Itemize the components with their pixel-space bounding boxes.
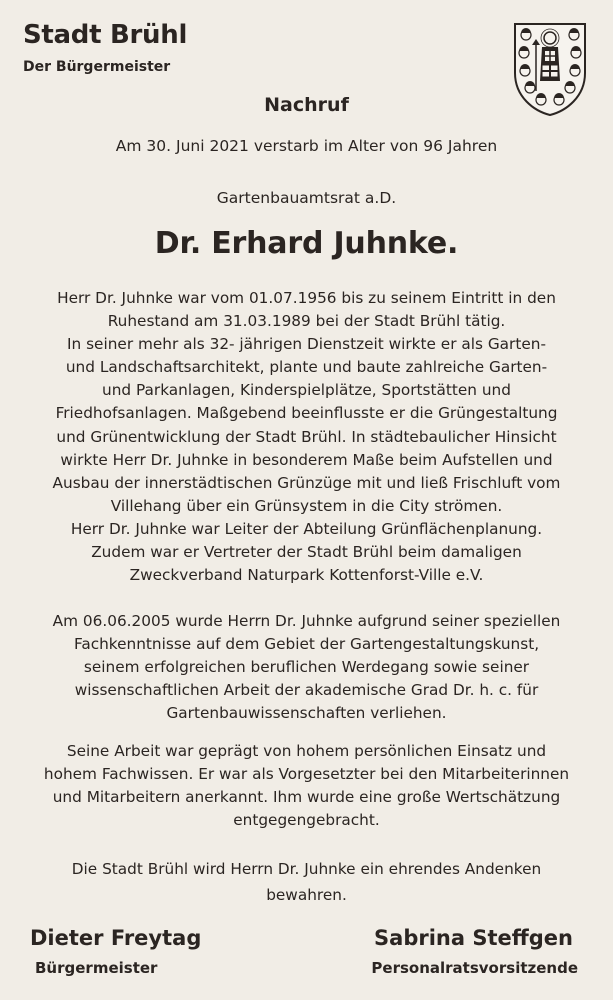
paragraph-line: Herr Dr. Juhnke war vom 01.07.1956 bis zu seinem Eintritt in den bbox=[57, 289, 556, 307]
paragraph-line: und Landschaftsarchitekt, plante und baute zahlreiche Garten- bbox=[65, 358, 548, 377]
signatory-role-mayor: Bürgermeister bbox=[35, 959, 158, 977]
paragraph-line: Zweckverband Naturpark Kottenforst-Ville e.V. bbox=[129, 566, 484, 585]
paragraph-line: und Mitarbeitern anerkannt. Ihm wurde eine große Wertschätzung bbox=[52, 788, 561, 807]
paragraph-line: bewahren. bbox=[266, 886, 347, 904]
paragraph-line: Zudem war er Vertreter der Stadt Brühl beim damaligen bbox=[91, 543, 522, 562]
paragraph-line: und Grünentwicklung der Stadt Brühl. In städtebaulicher Hinsicht bbox=[56, 427, 557, 446]
deceased-name: Dr. Erhard Juhnke. bbox=[154, 226, 459, 261]
paragraph-honorary-degree bbox=[18, 610, 595, 725]
deceased-title: Gartenbauamtsrat a.D. bbox=[216, 189, 397, 207]
paragraph-career bbox=[18, 287, 595, 587]
org-title: Stadt Brühl bbox=[23, 20, 188, 50]
paragraph-line: Die Stadt Brühl wird Herrn Dr. Juhnke ein ehrendes Andenken bbox=[71, 860, 542, 878]
paragraph-line: wissenschaftlichen Arbeit der akademische Grad Dr. h. c. für bbox=[74, 681, 539, 700]
paragraph-line: Ausbau der innerstädtischen Grünzüge mit und ließ Frischluft vom bbox=[52, 473, 561, 492]
paragraph-line: Gartenbauwissenschaften verliehen. bbox=[166, 704, 447, 723]
paragraph-line: Am 06.06.2005 wurde Herrn Dr. Juhnke aufgrund seiner speziellen bbox=[52, 612, 561, 630]
signatory-name-council: Sabrina Steffgen bbox=[374, 926, 573, 950]
paragraph-line: und Parkanlagen, Kinderspielplätze, Sportstätten und bbox=[102, 381, 511, 400]
paragraph-appreciation bbox=[18, 740, 595, 832]
paragraph-line: Villehang über ein Grünsystem in die City strömen. bbox=[110, 496, 503, 515]
paragraph-line: hohem Fachwissen. Er war als Vorgesetzter bei den Mitarbeiterinnen bbox=[43, 765, 570, 784]
paragraph-closing bbox=[18, 856, 595, 908]
paragraph-line: Fachkenntnisse auf dem Gebiet der Gartengestaltungskunst, bbox=[73, 635, 540, 654]
notice-intro: Am 30. Juni 2021 verstarb im Alter von 96 Jahren bbox=[115, 137, 498, 155]
paragraph-line: Seine Arbeit war geprägt von hohem persönlichen Einsatz und bbox=[66, 742, 547, 760]
org-subtitle: Der Bürgermeister bbox=[23, 59, 171, 75]
paragraph-line: seinem erfolgreichen beruflichen Werdegang sowie seiner bbox=[83, 658, 530, 677]
signatory-name-mayor: Dieter Freytag bbox=[30, 926, 202, 950]
paragraph-line: Herr Dr. Juhnke war Leiter der Abteilung Grünflächenplanung. bbox=[70, 519, 543, 538]
paragraph-line: entgegengebracht. bbox=[233, 811, 380, 830]
signatory-role-council: Personalratsvorsitzende bbox=[371, 959, 578, 977]
paragraph-line: wirkte Herr Dr. Juhnke in besonderem Maße beim Aufstellen und bbox=[60, 450, 553, 469]
paragraph-line: Friedhofsanlagen. Maßgebend beeinflusste er die Grüngestaltung bbox=[55, 404, 558, 423]
paragraph-line: In seiner mehr als 32- jährigen Dienstzeit wirkte er als Garten- bbox=[67, 335, 546, 354]
paragraph-line: Ruhestand am 31.03.1989 bei der Stadt Brühl tätig. bbox=[107, 312, 506, 331]
notice-heading: Nachruf bbox=[264, 94, 349, 116]
